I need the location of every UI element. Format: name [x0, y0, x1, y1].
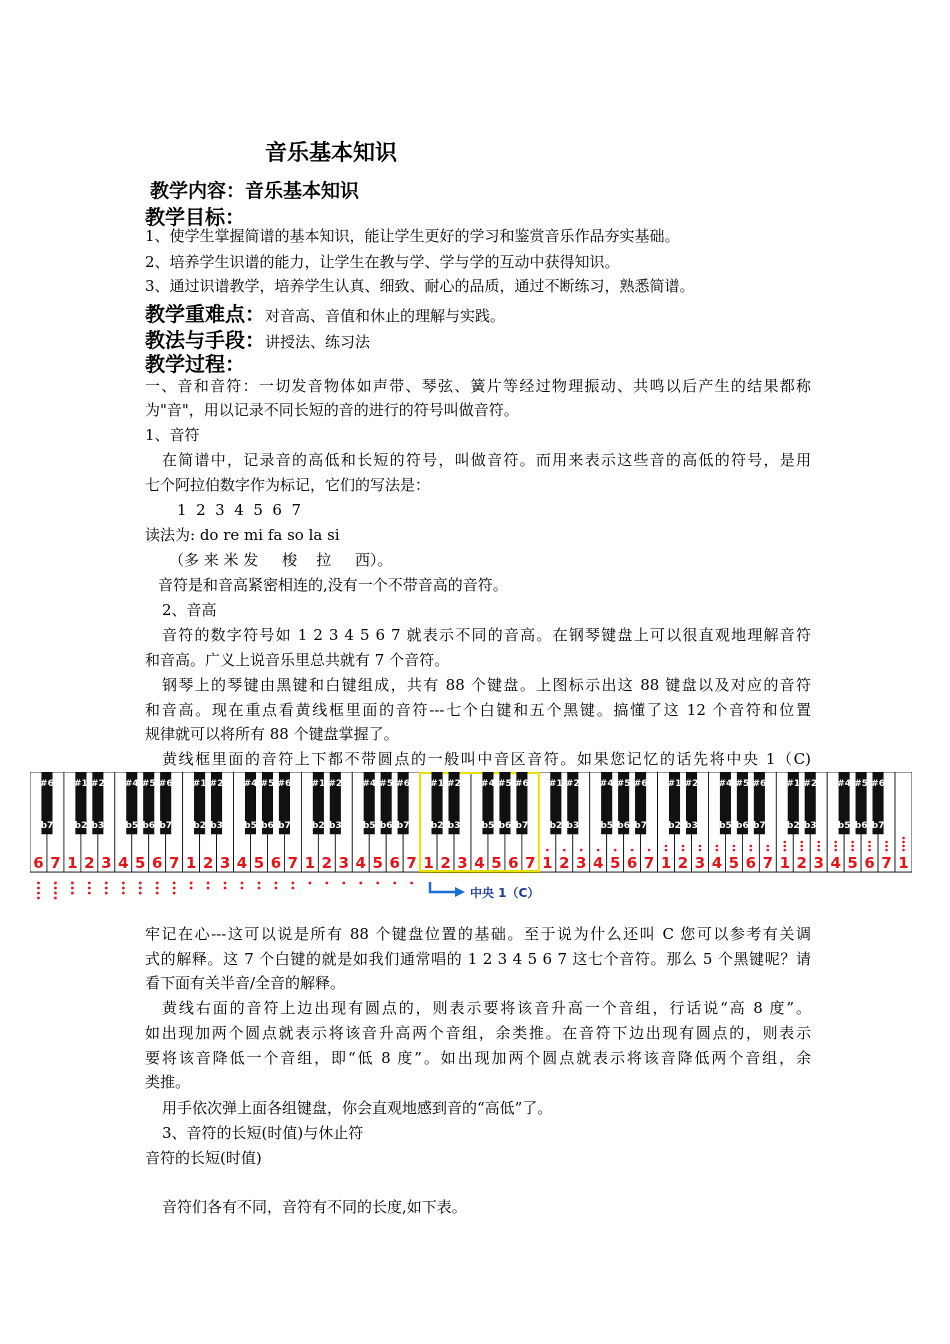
octave-dot	[546, 849, 549, 852]
octave-dot	[207, 887, 210, 890]
white-key-label: 1	[542, 854, 553, 872]
octave-dot	[834, 845, 837, 848]
section-1-paragraph: 七个阿拉伯数字作为标记，它们的写法是：	[145, 476, 431, 494]
white-key-label: 4	[592, 854, 604, 872]
octave-dot	[750, 849, 753, 852]
black-key-flat-label: b5	[362, 821, 376, 831]
black-key-sharp-label: #4	[837, 779, 852, 789]
section-2-paragraph: 和音高。广义上说音乐里总共就有 7 个音符。	[145, 651, 450, 669]
octave-dot	[834, 841, 837, 844]
black-key-sharp-label: #5	[735, 779, 750, 789]
octave-dot	[122, 887, 125, 890]
white-key-label: 1	[423, 854, 434, 872]
black-key-flat-label: b7	[40, 821, 54, 831]
white-key-label: 6	[270, 854, 282, 872]
octave-dot	[580, 849, 583, 852]
octave-dot	[207, 882, 210, 885]
black-key-sharp-label: #2	[684, 779, 699, 789]
black-key-flat-label: b3	[91, 821, 105, 831]
white-key-label: 6	[626, 854, 638, 872]
octave-dot	[817, 849, 820, 852]
black-key-flat-label: b5	[837, 821, 851, 831]
black-key-flat-label: b6	[498, 821, 512, 831]
octave-dot	[733, 849, 736, 852]
octave-dots-paragraph: 要将该音降低一个音组，即“低 8 度”。如出现加两个圆点就表示将该音降低两个音组，余	[145, 1049, 811, 1067]
black-key-sharp-label: #5	[260, 779, 275, 789]
black-key-flat-label: b6	[617, 821, 631, 831]
octave-dot	[868, 845, 871, 848]
black-key-flat-label: b3	[803, 821, 817, 831]
black-key-sharp-label: #5	[498, 779, 512, 789]
white-key-label: 1	[660, 854, 672, 872]
white-key-label: 3	[694, 854, 706, 872]
white-key-label: 7	[643, 854, 655, 872]
octave-dot	[410, 882, 413, 885]
white-key-label: 7	[881, 854, 892, 872]
octave-dot	[37, 882, 40, 885]
white-key-label: 4	[355, 854, 366, 872]
page-title: 音乐基本知识	[265, 140, 398, 166]
white-key-label: 6	[864, 854, 875, 872]
white-key-label: 3	[101, 854, 112, 872]
numbers-line: 1 2 3 4 5 6 7	[177, 501, 302, 519]
black-key-flat-label: b3	[685, 821, 698, 831]
black-key-flat-label: b7	[515, 821, 529, 831]
white-key-label: 3	[457, 854, 468, 872]
octave-dot	[275, 887, 278, 890]
octave-dot	[173, 887, 176, 890]
goal-item: 3、通过识谱教学，培养学生认真、细致、耐心的品质，通过不断练习，熟悉简谱。	[145, 277, 695, 295]
octave-dot	[71, 887, 74, 890]
read-as-line: 读法为: do re mi fa so la si	[145, 526, 340, 544]
black-key-flat-label: b7	[159, 821, 173, 831]
white-key-label: 2	[440, 854, 451, 872]
black-key-sharp-label: #1	[667, 779, 682, 789]
white-key-label: 2	[202, 854, 214, 872]
white-key-label: 4	[830, 854, 841, 872]
octave-dot	[665, 845, 668, 848]
black-key-sharp-label: #2	[565, 779, 580, 789]
white-key-label: 6	[508, 854, 519, 872]
black-key-flat-label: b7	[871, 821, 885, 831]
octave-dot	[885, 841, 888, 844]
octave-dot	[750, 845, 753, 848]
white-key-label: 6	[151, 854, 163, 872]
octave-dot	[783, 841, 786, 844]
black-key-flat-label: b6	[736, 821, 749, 831]
white-key-label: 4	[711, 854, 723, 872]
white-key-label: 1	[304, 854, 316, 872]
white-key-label: 2	[677, 854, 689, 872]
octave-dots-paragraph: 如出现加两个圆点就表示将该音升高两个音组，余类推。在音符下边出现有圆点的，则表示	[145, 1024, 811, 1042]
content-heading: 教学内容：音乐基本知识	[150, 180, 360, 202]
white-key-label: 3	[219, 854, 231, 872]
black-key-flat-label: b3	[210, 821, 223, 831]
octave-dot	[292, 887, 295, 890]
black-key-flat-label: b6	[261, 821, 274, 831]
octave-dot	[105, 892, 108, 895]
section-3-title: 3、音符的长短(时值)与休止符	[162, 1124, 364, 1142]
white-key-label: 5	[253, 854, 265, 872]
white-key-label: 4	[236, 854, 248, 872]
methods-text: 讲授法、练习法	[265, 333, 371, 351]
black-key-flat-label: b5	[125, 821, 139, 831]
octave-dot	[817, 841, 820, 844]
black-key-sharp-label: #4	[481, 779, 495, 789]
octave-dot	[393, 882, 396, 885]
black-key-sharp-label: #6	[277, 779, 292, 789]
section-2-title: 2、音高	[162, 601, 217, 619]
octave-dot	[37, 892, 40, 895]
black-key-sharp-label: #5	[616, 779, 631, 789]
octave-dot	[699, 845, 702, 848]
white-key-label: 3	[338, 854, 350, 872]
octave-dot	[224, 882, 227, 885]
section-2-paragraph: 规律就可以将所有 88 个键盘掌握了。	[145, 725, 399, 743]
white-key-label: 1	[185, 854, 197, 872]
octave-dot	[800, 845, 803, 848]
octave-dot	[851, 845, 854, 848]
octave-dot	[563, 849, 566, 852]
black-key-flat-label: b7	[634, 821, 647, 831]
octave-dot	[190, 887, 193, 890]
octave-dot	[767, 845, 770, 848]
octave-dots-paragraph: 类推。	[145, 1073, 191, 1091]
white-key-label: 2	[321, 854, 333, 872]
black-key-sharp-label: #6	[514, 779, 529, 789]
black-key-flat-label: b2	[74, 821, 88, 831]
chinese-read-line: （多 来 米 发 梭 拉 西）。	[169, 551, 393, 569]
black-key-sharp-label: #1	[430, 779, 444, 789]
black-key-sharp-label: #6	[158, 779, 173, 789]
black-key-sharp-label: #2	[803, 779, 818, 789]
octave-dot	[817, 845, 820, 848]
section-3-paragraph: 音符们各有不同，音符有不同的长度,如下表。	[162, 1198, 467, 1216]
octave-dot	[71, 892, 74, 895]
black-key-flat-label: b5	[719, 821, 732, 831]
after-keyboard-paragraph: 式的解释。这 7 个白键的就是如我们通常唱的 1 2 3 4 5 6 7 这七个音符。那么 5 个黑键呢？请	[145, 950, 811, 968]
black-key-sharp-label: #6	[752, 779, 767, 789]
section-2-paragraph: 音符的数字符号如 1 2 3 4 5 6 7 就表示不同的音高。在钢琴键盘上可以很直观地理解音符	[162, 626, 811, 644]
black-key-sharp-label: #4	[718, 779, 733, 789]
octave-dot	[105, 887, 108, 890]
black-key-sharp-label: #4	[362, 779, 377, 789]
black-key-flat-label: b2	[549, 821, 563, 831]
octave-dot	[783, 849, 786, 852]
octave-dot	[241, 887, 244, 890]
octave-dot	[800, 849, 803, 852]
black-key-sharp-label: #1	[548, 779, 563, 789]
white-key-label: 6	[389, 854, 400, 872]
white-key-label: 7	[168, 854, 180, 872]
octave-dot	[631, 849, 634, 852]
process-heading: 教学过程：	[145, 352, 245, 376]
octave-dot	[733, 845, 736, 848]
black-key-sharp-label: #5	[379, 779, 394, 789]
octave-dot	[665, 849, 668, 852]
black-key-sharp-label: #6	[40, 779, 54, 789]
black-key-sharp-label: #6	[871, 779, 885, 789]
octave-dot	[902, 841, 905, 844]
black-key-flat-label: b5	[244, 821, 257, 831]
white-key-label: 4	[474, 854, 485, 872]
octave-dot	[156, 887, 159, 890]
octave-dot	[54, 882, 57, 885]
pitch-note-line: 音符是和音高紧密相连的,没有一个不带音高的音符。	[158, 576, 508, 594]
octave-dot	[902, 849, 905, 852]
black-key-flat-label: b3	[566, 821, 580, 831]
octave-dot	[37, 887, 40, 890]
black-key-sharp-label: #4	[243, 779, 258, 789]
white-key-label: 7	[50, 854, 61, 872]
octave-dot	[902, 845, 905, 848]
octave-dot	[767, 849, 770, 852]
section-1-title: 1、音符	[145, 426, 200, 444]
octave-dot	[173, 892, 176, 895]
white-key-label: 1	[779, 854, 791, 872]
octave-dot	[241, 882, 244, 885]
octave-dot	[716, 849, 719, 852]
black-key-flat-label: b2	[668, 821, 681, 831]
after-keyboard-paragraph: 牢记在心---这可以说是所有 88 个键盘位置的基础。至于说为什么还叫 C 您可以参考有关调	[145, 925, 811, 943]
black-key-flat-label: b6	[379, 821, 393, 831]
octave-dot	[885, 849, 888, 852]
octave-dot	[122, 882, 125, 885]
goal-item: 2、培养学生识谱的能力，让学生在教与学、学与学的互动中获得知识。	[145, 253, 620, 271]
black-key-sharp-label: #1	[73, 779, 88, 789]
goal-item: 1、使学生掌握简谱的基本知识，能让学生更好的学习和鉴赏音乐作品夯实基础。	[145, 227, 680, 245]
piano-keyboard-image	[30, 772, 912, 880]
octave-dot	[190, 882, 193, 885]
play-paragraph: 用手依次弹上面各组键盘，你会直观地感到音的“高低”了。	[162, 1099, 553, 1117]
section-1-paragraph: 在简谱中，记录音的高低和长短的符号，叫做音符。而用来表示这些音的高低的符号，是用	[162, 451, 811, 469]
black-key-sharp-label: #6	[633, 779, 648, 789]
goals-heading: 教学目标：	[145, 205, 245, 229]
octave-dot	[342, 882, 345, 885]
white-key-label: 1	[898, 854, 909, 872]
octave-dot	[54, 887, 57, 890]
octave-dot	[88, 887, 91, 890]
black-key-sharp-label: #5	[854, 779, 869, 789]
section-2-paragraph: 和音高。现在重点看黄线框里面的音符---七个白键和五个黑键。搞懂了这 12 个音符和位置	[145, 701, 811, 719]
black-key-sharp-label: #1	[786, 779, 801, 789]
octave-dot	[88, 892, 91, 895]
white-key-label: 2	[84, 854, 95, 872]
white-key-label: 7	[287, 854, 299, 872]
black-key-flat-label: b6	[142, 821, 156, 831]
white-key-label: 6	[745, 854, 757, 872]
black-key-flat-label: b6	[854, 821, 868, 831]
key-points-text: 对音高、音值和休止的理解与实践。	[265, 307, 506, 325]
white-key-label: 7	[762, 854, 774, 872]
octave-dot	[716, 845, 719, 848]
black-key-flat-label: b3	[447, 821, 461, 831]
key-points-heading	[145, 298, 505, 327]
white-key-label: 2	[796, 854, 807, 872]
white-key-label: 5	[728, 854, 740, 872]
octave-dot	[376, 882, 379, 885]
keyboard-dots-and-center-label	[30, 880, 912, 906]
white-key-label: 5	[135, 854, 146, 872]
black-key-flat-label: b7	[752, 821, 766, 831]
black-key-flat-label: b2	[430, 821, 444, 831]
black-key-sharp-label: #2	[328, 779, 343, 789]
octave-dot	[597, 849, 600, 852]
octave-dots-paragraph: 黄线右面的音符上边出现有圆点的，则表示要将该音升高一个音组，行话说“高 8 度”。	[162, 999, 811, 1017]
octave-dot	[122, 892, 125, 895]
octave-dot	[614, 849, 617, 852]
octave-dot	[834, 849, 837, 852]
section-3-subtitle: 音符的长短(时值)	[145, 1149, 262, 1167]
black-key-flat-label: b7	[396, 821, 410, 831]
octave-dot	[292, 882, 295, 885]
white-key-label: 5	[491, 854, 502, 872]
black-key-flat-label: b2	[311, 821, 325, 831]
section-2-paragraph: 钢琴上的琴键由黑键和白键组成，共有 88 个键盘。上图标示出这 88 键盘以及对应的音符	[162, 676, 811, 694]
black-key-flat-label: b3	[328, 821, 342, 831]
octave-dot	[682, 845, 685, 848]
key-points-label: 教学重难点：	[145, 302, 265, 326]
white-key-label: 4	[118, 854, 129, 872]
octave-dot	[258, 887, 261, 890]
octave-dot	[885, 845, 888, 848]
black-key-flat-label: b5	[481, 821, 495, 831]
section-2-paragraph: 黄线框里面的音符上下都不带圆点的一般叫中音区音符。如果您记忆的话先将中央 1（C)	[162, 750, 811, 768]
octave-dot	[156, 892, 159, 895]
octave-dot	[308, 882, 311, 885]
after-keyboard-paragraph: 看下面有关半音/全音的解释。	[145, 974, 346, 992]
black-key-flat-label: b2	[786, 821, 800, 831]
black-key-sharp-label: #4	[599, 779, 614, 789]
octave-dot	[868, 841, 871, 844]
octave-dot	[258, 882, 261, 885]
intro-line: 一、音和音符：一切发音物体如声带、琴弦、簧片等经过物理振动、共鸣以后产生的结果都称	[145, 377, 811, 395]
white-key-label: 5	[372, 854, 383, 872]
octave-dot	[699, 849, 702, 852]
black-key-sharp-label: #2	[209, 779, 224, 789]
octave-dot	[902, 837, 905, 840]
black-key-sharp-label: #6	[396, 779, 411, 789]
black-key-sharp-label: #4	[124, 779, 139, 789]
black-key-sharp-label: #2	[447, 779, 461, 789]
white-key-label: 6	[33, 854, 44, 872]
octave-dot	[37, 897, 40, 900]
white-key-label: 3	[576, 854, 587, 872]
octave-dot	[800, 841, 803, 844]
black-key-flat-label: b7	[278, 821, 291, 831]
black-key-flat-label: b2	[193, 821, 206, 831]
white-key-label: 7	[525, 854, 536, 872]
octave-dot	[54, 892, 57, 895]
octave-dot	[851, 849, 854, 852]
center-c-arrow-icon	[430, 882, 465, 897]
white-key-label: 2	[559, 854, 570, 872]
octave-dot	[88, 882, 91, 885]
black-key-sharp-label: #5	[141, 779, 156, 789]
octave-dot	[54, 897, 57, 900]
octave-dot	[359, 882, 362, 885]
octave-dot	[105, 882, 108, 885]
white-key-label: 5	[847, 854, 858, 872]
octave-dot	[851, 841, 854, 844]
octave-dot	[275, 882, 278, 885]
center-c-label: 中央 1（C）	[470, 886, 540, 900]
octave-dot	[868, 849, 871, 852]
white-key-label: 5	[609, 854, 621, 872]
white-key-label: 7	[406, 854, 417, 872]
octave-dot	[648, 849, 651, 852]
octave-dot	[156, 882, 159, 885]
black-key-flat-label: b5	[600, 821, 614, 831]
white-key-label: 3	[813, 854, 824, 872]
octave-dot	[682, 849, 685, 852]
white-key-label: 1	[67, 854, 78, 872]
methods-label: 教法与手段：	[145, 328, 265, 352]
octave-dot	[139, 882, 142, 885]
black-key-sharp-label: #1	[311, 779, 326, 789]
intro-line: 为"音"，用以记录不同长短的音的进行的符号叫做音符。	[145, 401, 519, 419]
octave-dot	[139, 892, 142, 895]
octave-dot	[325, 882, 328, 885]
octave-dot	[139, 887, 142, 890]
octave-dot	[783, 845, 786, 848]
octave-dot	[71, 882, 74, 885]
octave-dot	[173, 882, 176, 885]
octave-dot	[224, 887, 227, 890]
black-key-sharp-label: #1	[192, 779, 207, 789]
black-key-sharp-label: #2	[90, 779, 105, 789]
